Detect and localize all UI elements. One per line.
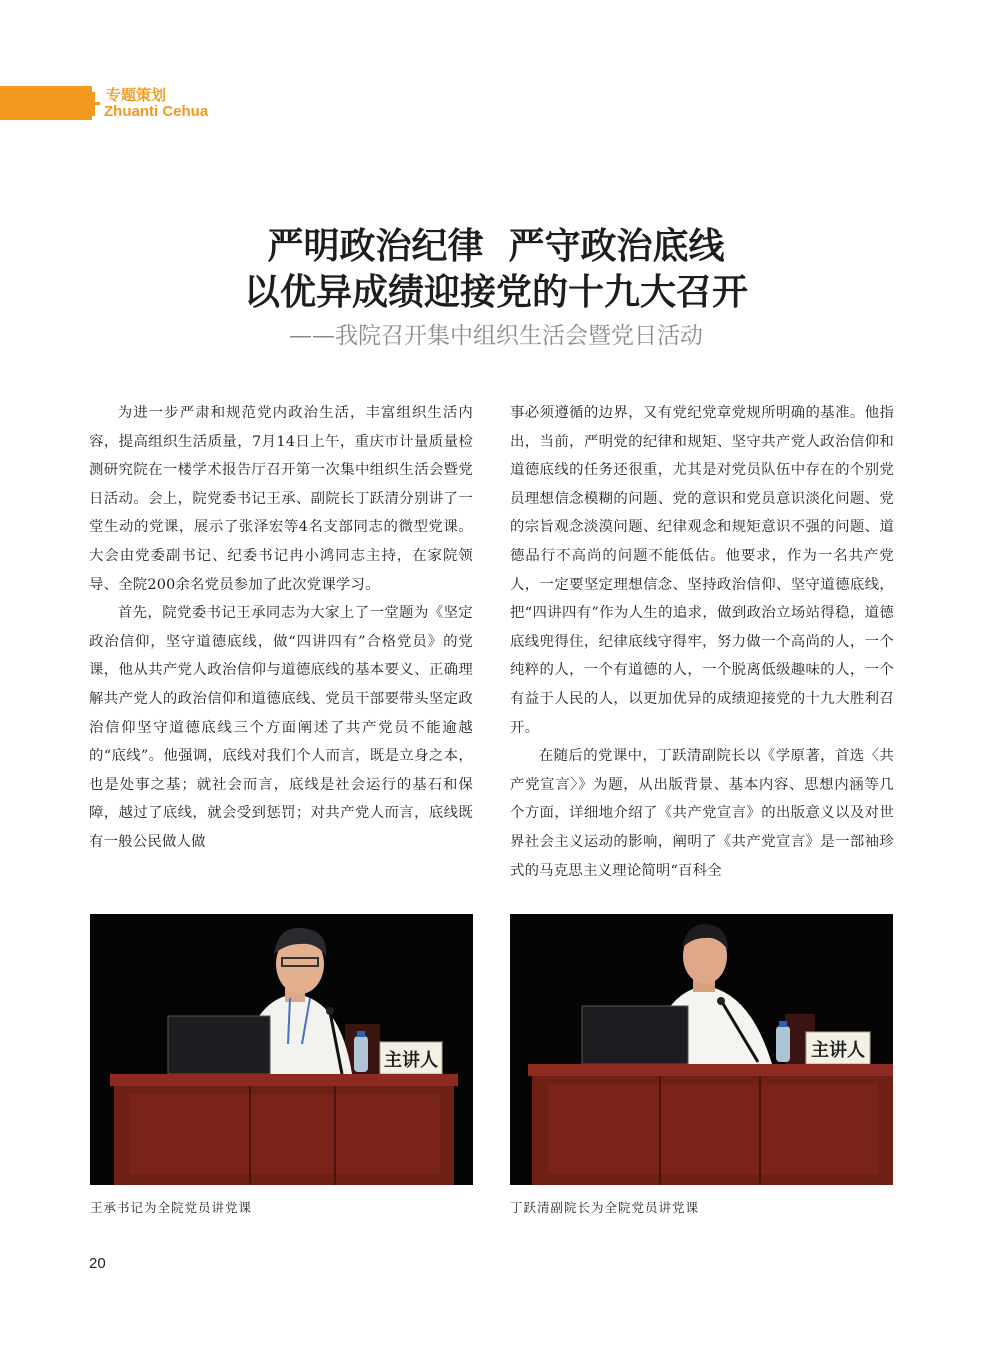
section-color-bar	[0, 86, 92, 120]
section-bracket-mark	[92, 92, 99, 116]
section-title-cn: 专题策划	[106, 86, 167, 104]
left-paragraph-1: 为进一步严肃和规范党内政治生活，丰富组织生活内容，提高组织生活质量，7月14日上午，重庆市计量质量检测研究院在一楼学术报告厅召开第一次集中组织生活会暨党日活动。会上，院党委书记王承、副院长丁跃清分别讲了一堂生动的党课，展示了张泽宏等4名支部同志的微型党课。大会由党委副书记、纪委书记冉小鸿同志主持，在家院领导、全院200余名党员参加了此次党课学习。	[89, 405, 473, 593]
article-title-line1: 严明政治纪律 严守政治底线	[267, 226, 725, 267]
article-subtitle: ——我院召开集中组织生活会暨党日活动	[289, 323, 703, 349]
photo-caption-right: 丁跃清副院长为全院党员讲党课	[510, 1200, 700, 1215]
photo-wang-cheng-lecture	[90, 914, 473, 1185]
left-sign-text: 主讲人	[384, 1050, 438, 1071]
page-number: 20	[89, 1255, 106, 1272]
right-sign-text: 主讲人	[811, 1040, 865, 1061]
photo-caption-left: 王承书记为全院党员讲党课	[90, 1200, 253, 1215]
photo-ding-yueqing-lecture	[510, 914, 893, 1185]
right-column	[510, 399, 894, 885]
left-column	[89, 399, 473, 857]
left-paragraph-2: 首先，院党委书记王承同志为大家上了一堂题为《坚定政治信仰，坚守道德底线，做“四讲四有”合格党员》的党课，他从共产党人政治信仰与道德底线的基本要义、正确理解共产党人的政治信仰和道德底线、党员干部要带头坚定政治信仰坚守道德底线三个方面阐述了共产党员不能逾越的“底线”。他强调，底线对我们个人而言，既是立身之本，也是处事之基；就社会而言，底线是社会运行的基石和保障，越过了底线，就会受到惩罚；对共产党人而言，底线既有一般公民做人做	[89, 605, 473, 850]
article-title-line2: 以优异成绩迎接党的十九大召开	[243, 272, 748, 313]
right-paragraph-1: 事必须遵循的边界，又有党纪党章党规所明确的基准。他指出，当前，严明党的纪律和规矩、坚守共产党人政治信仰和道德底线的任务还很重，尤其是对党员队伍中存在的个别党员理想信念模糊的问题、党的意识和党员意识淡化问题、党的宗旨观念淡漠问题、纪律观念和规矩意识不强的问题、道德品行不高尚的问题不能低估。他要求，作为一名共产党人，一定要坚定理想信念、坚持政治信仰、坚守道德底线，把“四讲四有”作为人生的追求，做到政治立场站得稳，道德底线兜得住，纪律底线守得牢，努力做一个高尚的人，一个纯粹的人，一个有道德的人，一个脱离低级趣味的人，一个有益于人民的人，以更加优异的成绩迎接党的十九大胜利召开。	[510, 405, 894, 736]
section-title-en: Zhuanti Cehua	[104, 103, 209, 120]
right-paragraph-2: 在随后的党课中，丁跃清副院长以《学原著，首选〈共产党宣言〉》为题，从出版背景、基本内容、思想内涵等几个方面，详细地介绍了《共产党宣言》的出版意义以及对世界社会主义运动的影响，阐明了《共产党宣言》是一部袖珍式的马克思主义理论简明“百科全	[510, 748, 894, 879]
